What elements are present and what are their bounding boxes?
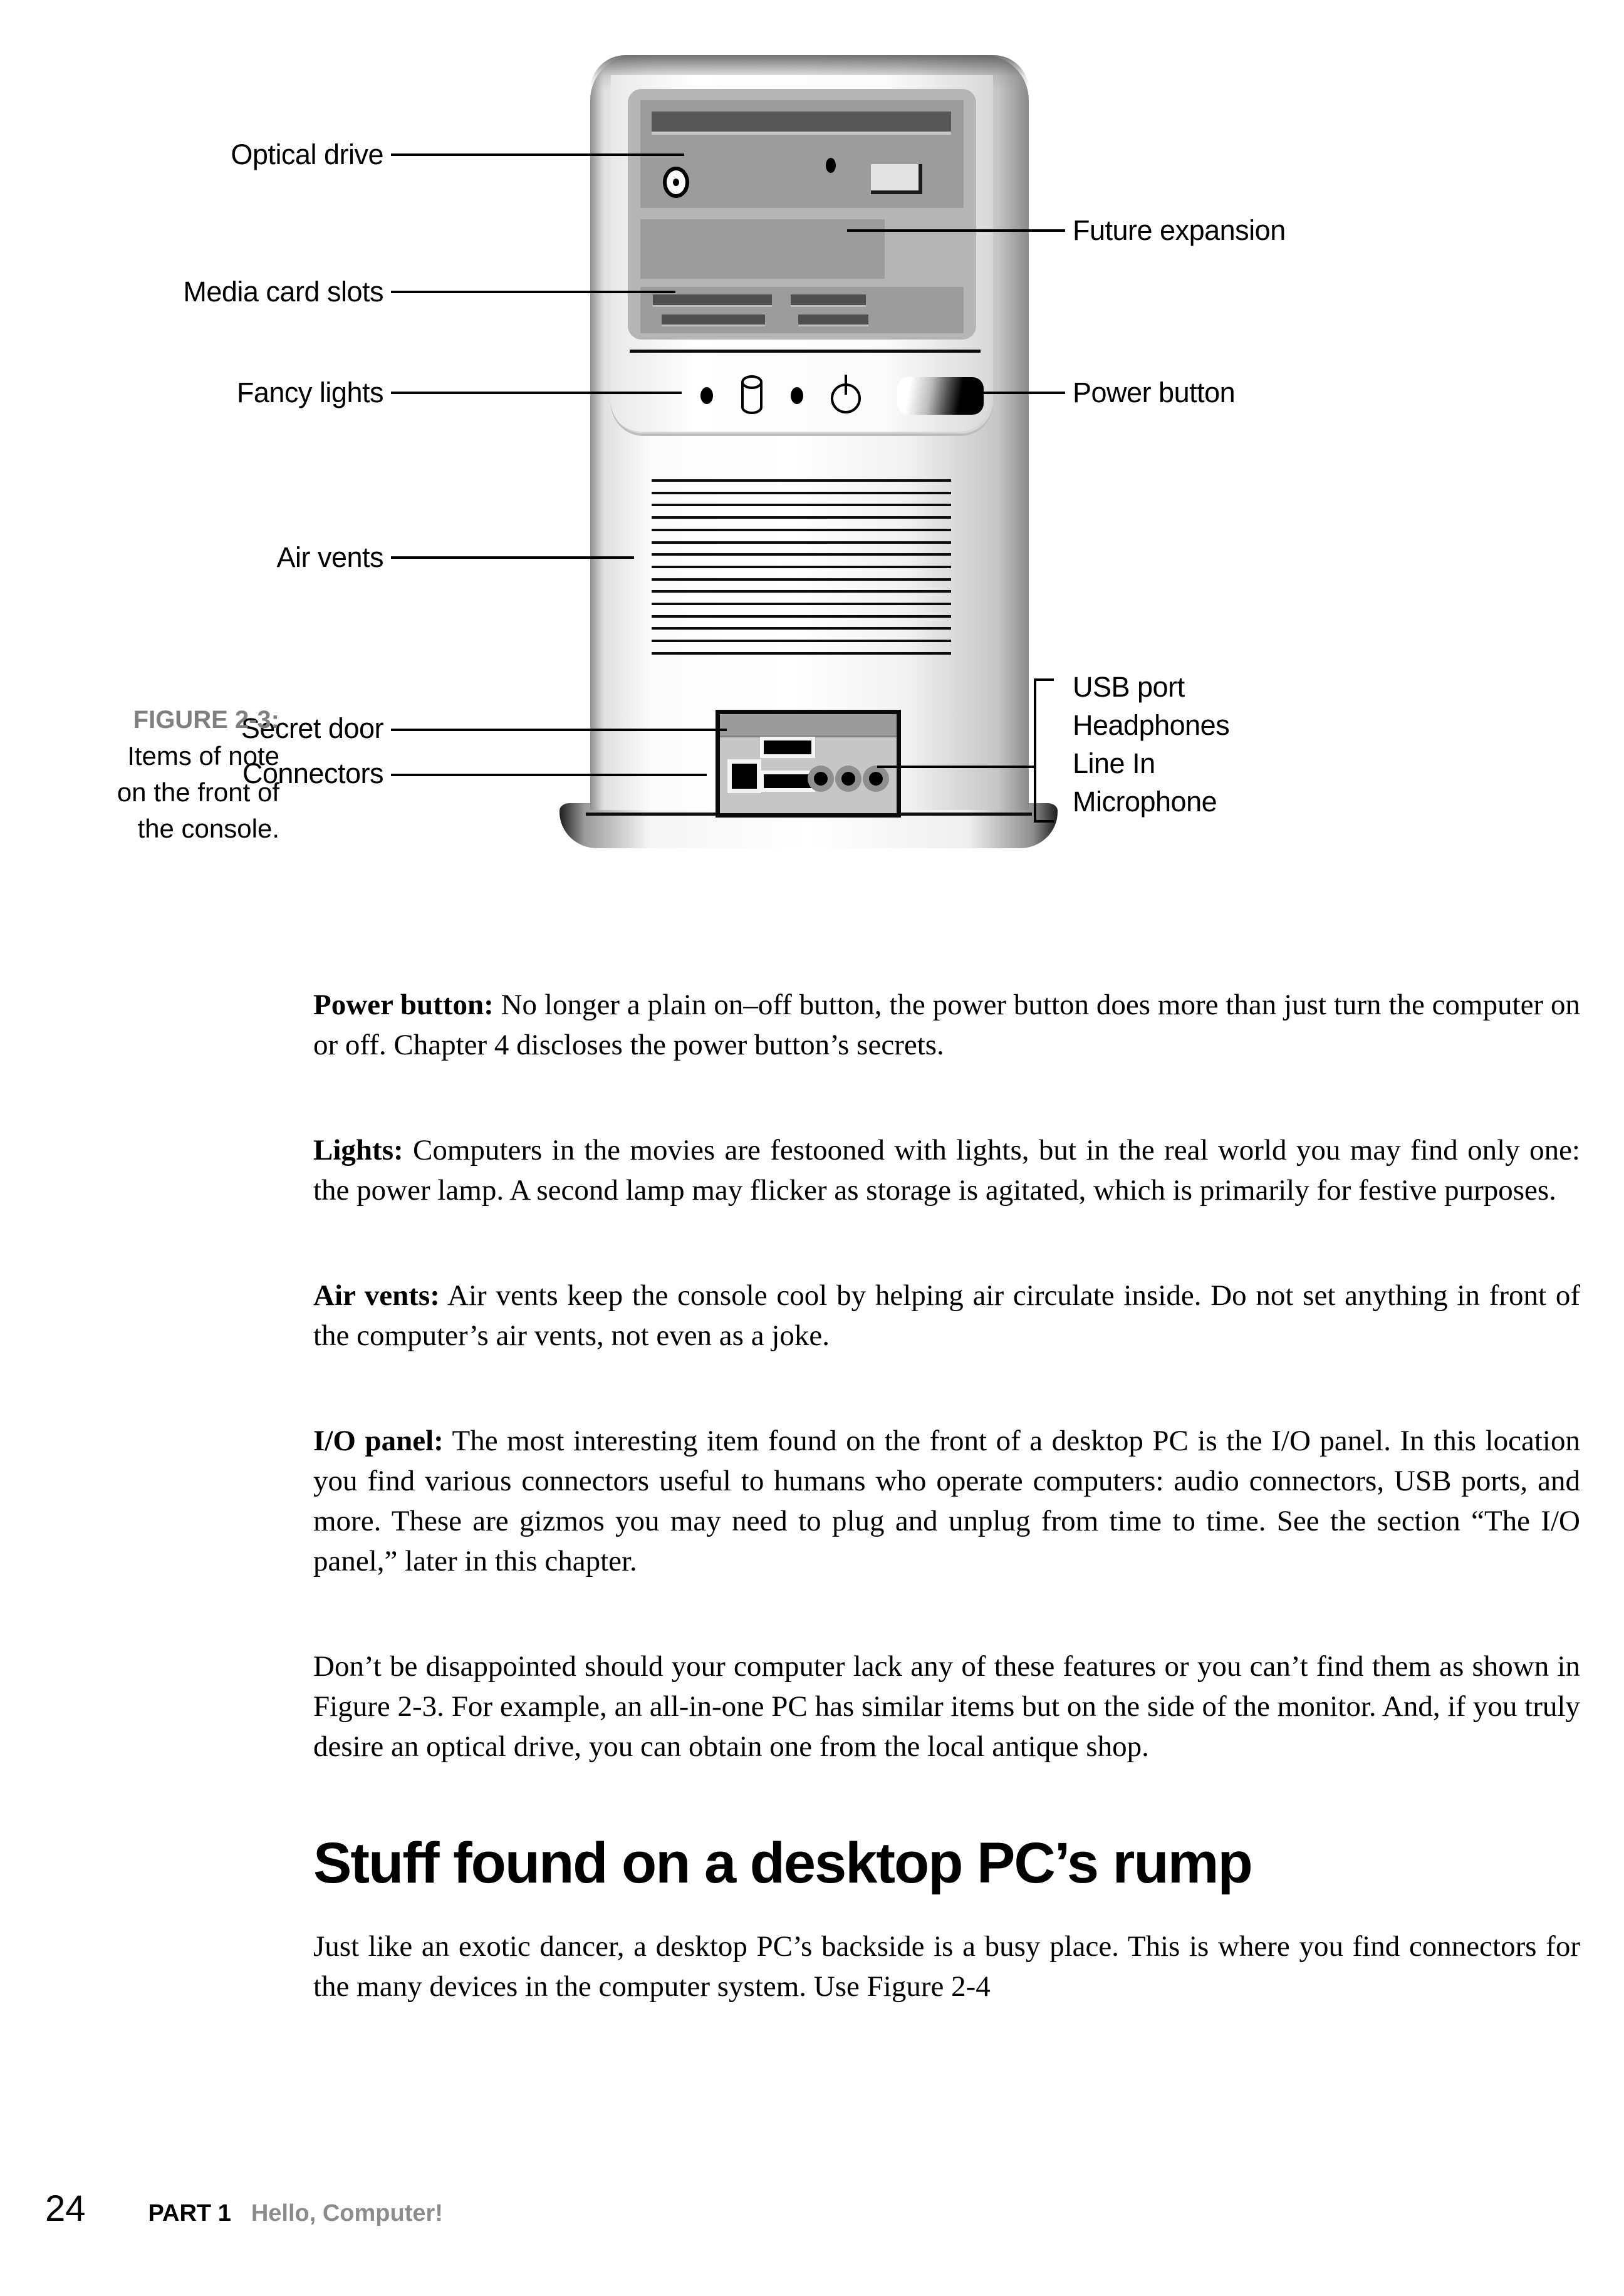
callout-line-secret-door: [391, 729, 727, 731]
drive-activity-led: [826, 158, 836, 173]
label-usb-port: USB port: [1073, 671, 1185, 703]
media-card-slot: [662, 314, 765, 325]
io-panel: [716, 710, 901, 818]
air-vent-line: [652, 603, 951, 605]
line-in-jack-icon: [835, 766, 861, 792]
network-port-icon: [727, 759, 761, 793]
label-microphone: Microphone: [1073, 786, 1217, 818]
media-card-slot: [798, 314, 868, 325]
air-vents-graphic: [652, 479, 951, 655]
label-headphones: Headphones: [1073, 709, 1230, 741]
bezel-separator-line: [630, 350, 981, 353]
secret-door-flap: [720, 714, 897, 737]
paragraph-air-vents: [313, 1275, 1580, 1356]
usb-port-icon: [760, 771, 815, 792]
paragraph-lights: [313, 1130, 1580, 1210]
page-footer: [45, 2188, 443, 2230]
paragraph-body: No longer a plain on–off button, the power button does more than just turn the computer on or off. Chapter 4 discloses the power button’s secrets.: [313, 989, 1580, 1061]
air-vent-line: [652, 516, 951, 519]
future-expansion-panel: [640, 219, 885, 279]
label-media-card-slots: Media card slots: [183, 276, 383, 308]
eject-button: [871, 164, 922, 194]
media-card-slot: [653, 294, 772, 305]
figure-caption-text: on the front of: [117, 777, 279, 807]
storage-lamp-icon: [791, 387, 803, 404]
label-power-button: Power button: [1073, 377, 1236, 408]
figure-caption-text: the console.: [137, 814, 279, 843]
callout-line-air-vents: [391, 556, 634, 559]
microphone-jack-icon: [863, 766, 889, 792]
air-vent-line: [652, 541, 951, 544]
figure-2-3-diagram: [0, 0, 1624, 921]
figure-caption: [0, 702, 279, 847]
air-vent-line: [652, 615, 951, 618]
air-vent-line: [652, 529, 951, 531]
paragraph-body: Just like an exotic dancer, a desktop PC’s backside is a busy place. This is where you find connectors for the many devices in the computer system. Use Figure 2-4: [313, 1930, 1580, 2003]
callout-line-fancy-lights: [391, 392, 682, 394]
label-line-in: Line In: [1073, 747, 1155, 779]
paragraph-io-panel: [313, 1421, 1580, 1581]
power-button-graphic: [897, 377, 984, 415]
label-connectors: Connectors: [242, 757, 383, 789]
paragraph-power-button: [313, 985, 1580, 1065]
usb-port-icon: [760, 737, 815, 758]
part-title: Hello, Computer!: [251, 2200, 443, 2226]
paragraph-body: Air vents keep the console cool by helping air circulate inside. Do not set anything in front of the computer’s air vents, not even as a joke.: [313, 1279, 1580, 1352]
headphones-jack-icon: [808, 766, 834, 792]
io-group-labels: [1073, 668, 1229, 821]
label-secret-door: Secret door: [241, 712, 383, 744]
label-optical-drive: Optical drive: [231, 138, 383, 170]
air-vent-line: [652, 479, 951, 482]
paragraph-body: Computers in the movies are festooned with lights, but in the real world you may find only one: the power lamp. A second lamp may flicker as storage is agitated, which is primarily for festive purposes.: [313, 1134, 1580, 1207]
page-number: 24: [45, 2188, 86, 2229]
part-label: PART 1: [148, 2200, 231, 2226]
paragraph-lead: Lights:: [313, 1134, 403, 1166]
paragraph-body: The most interesting item found on the front of a desktop PC is the I/O panel. In this location you find various connectors useful to humans who operate computers: audio connectors, USB ports, and more. These are gizmos you may need to plug and unplug from time to time. See the section “The I/O panel,” later in this chapter.: [313, 1425, 1580, 1577]
io-group-bracket: [1034, 678, 1036, 823]
air-vent-line: [652, 578, 951, 581]
callout-line-power-button: [968, 392, 1065, 394]
figure-caption-text: Items of note: [127, 741, 279, 771]
paragraph-rump-intro: [313, 1926, 1580, 2007]
air-vent-line: [652, 590, 951, 593]
air-vent-line: [652, 627, 951, 630]
io-group-bracket-top-tick: [1034, 678, 1054, 681]
storage-drive-icon: [739, 375, 764, 419]
paragraph-lead: Air vents:: [313, 1279, 440, 1312]
label-air-vents: Air vents: [276, 541, 383, 573]
callout-line-media-card-slots: [391, 291, 675, 293]
air-vent-line: [652, 553, 951, 556]
paragraph-lead: I/O panel:: [313, 1425, 444, 1457]
air-vent-line: [652, 566, 951, 568]
label-fancy-lights: Fancy lights: [236, 377, 383, 408]
section-heading: Stuff found on a desktop PC’s rump: [313, 1831, 1252, 1895]
body-text: [313, 985, 1580, 2007]
paragraph-lead: Power button:: [313, 989, 494, 1021]
callout-line-io-group: [877, 766, 1036, 768]
air-vent-line: [652, 492, 951, 494]
emergency-eject-hole-icon: [663, 167, 689, 198]
media-card-slot: [791, 294, 866, 305]
callout-line-optical-drive: [391, 153, 684, 156]
label-future-expansion: Future expansion: [1073, 214, 1286, 246]
optical-drive-slot: [652, 112, 951, 132]
air-vent-line: [652, 504, 951, 506]
air-vent-line: [652, 652, 951, 655]
callout-line-connectors: [391, 774, 707, 776]
figure-caption-label: FIGURE 2-3:: [133, 706, 279, 734]
power-lamp-icon: [700, 387, 713, 404]
paragraph-body: Don’t be disappointed should your computer lack any of these features or you can’t find them as shown in Figure 2-3. For example, an all-in-one PC has similar items but on the side of the monitor. And, if you truly desire an optical drive, you can obtain one from the local antique shop.: [313, 1650, 1580, 1763]
air-vent-line: [652, 640, 951, 642]
callout-line-future-expansion: [847, 229, 1065, 232]
power-symbol-icon: [828, 372, 863, 420]
paragraph-disappointed: [313, 1646, 1580, 1767]
io-group-bracket-bottom-tick: [1034, 820, 1054, 823]
